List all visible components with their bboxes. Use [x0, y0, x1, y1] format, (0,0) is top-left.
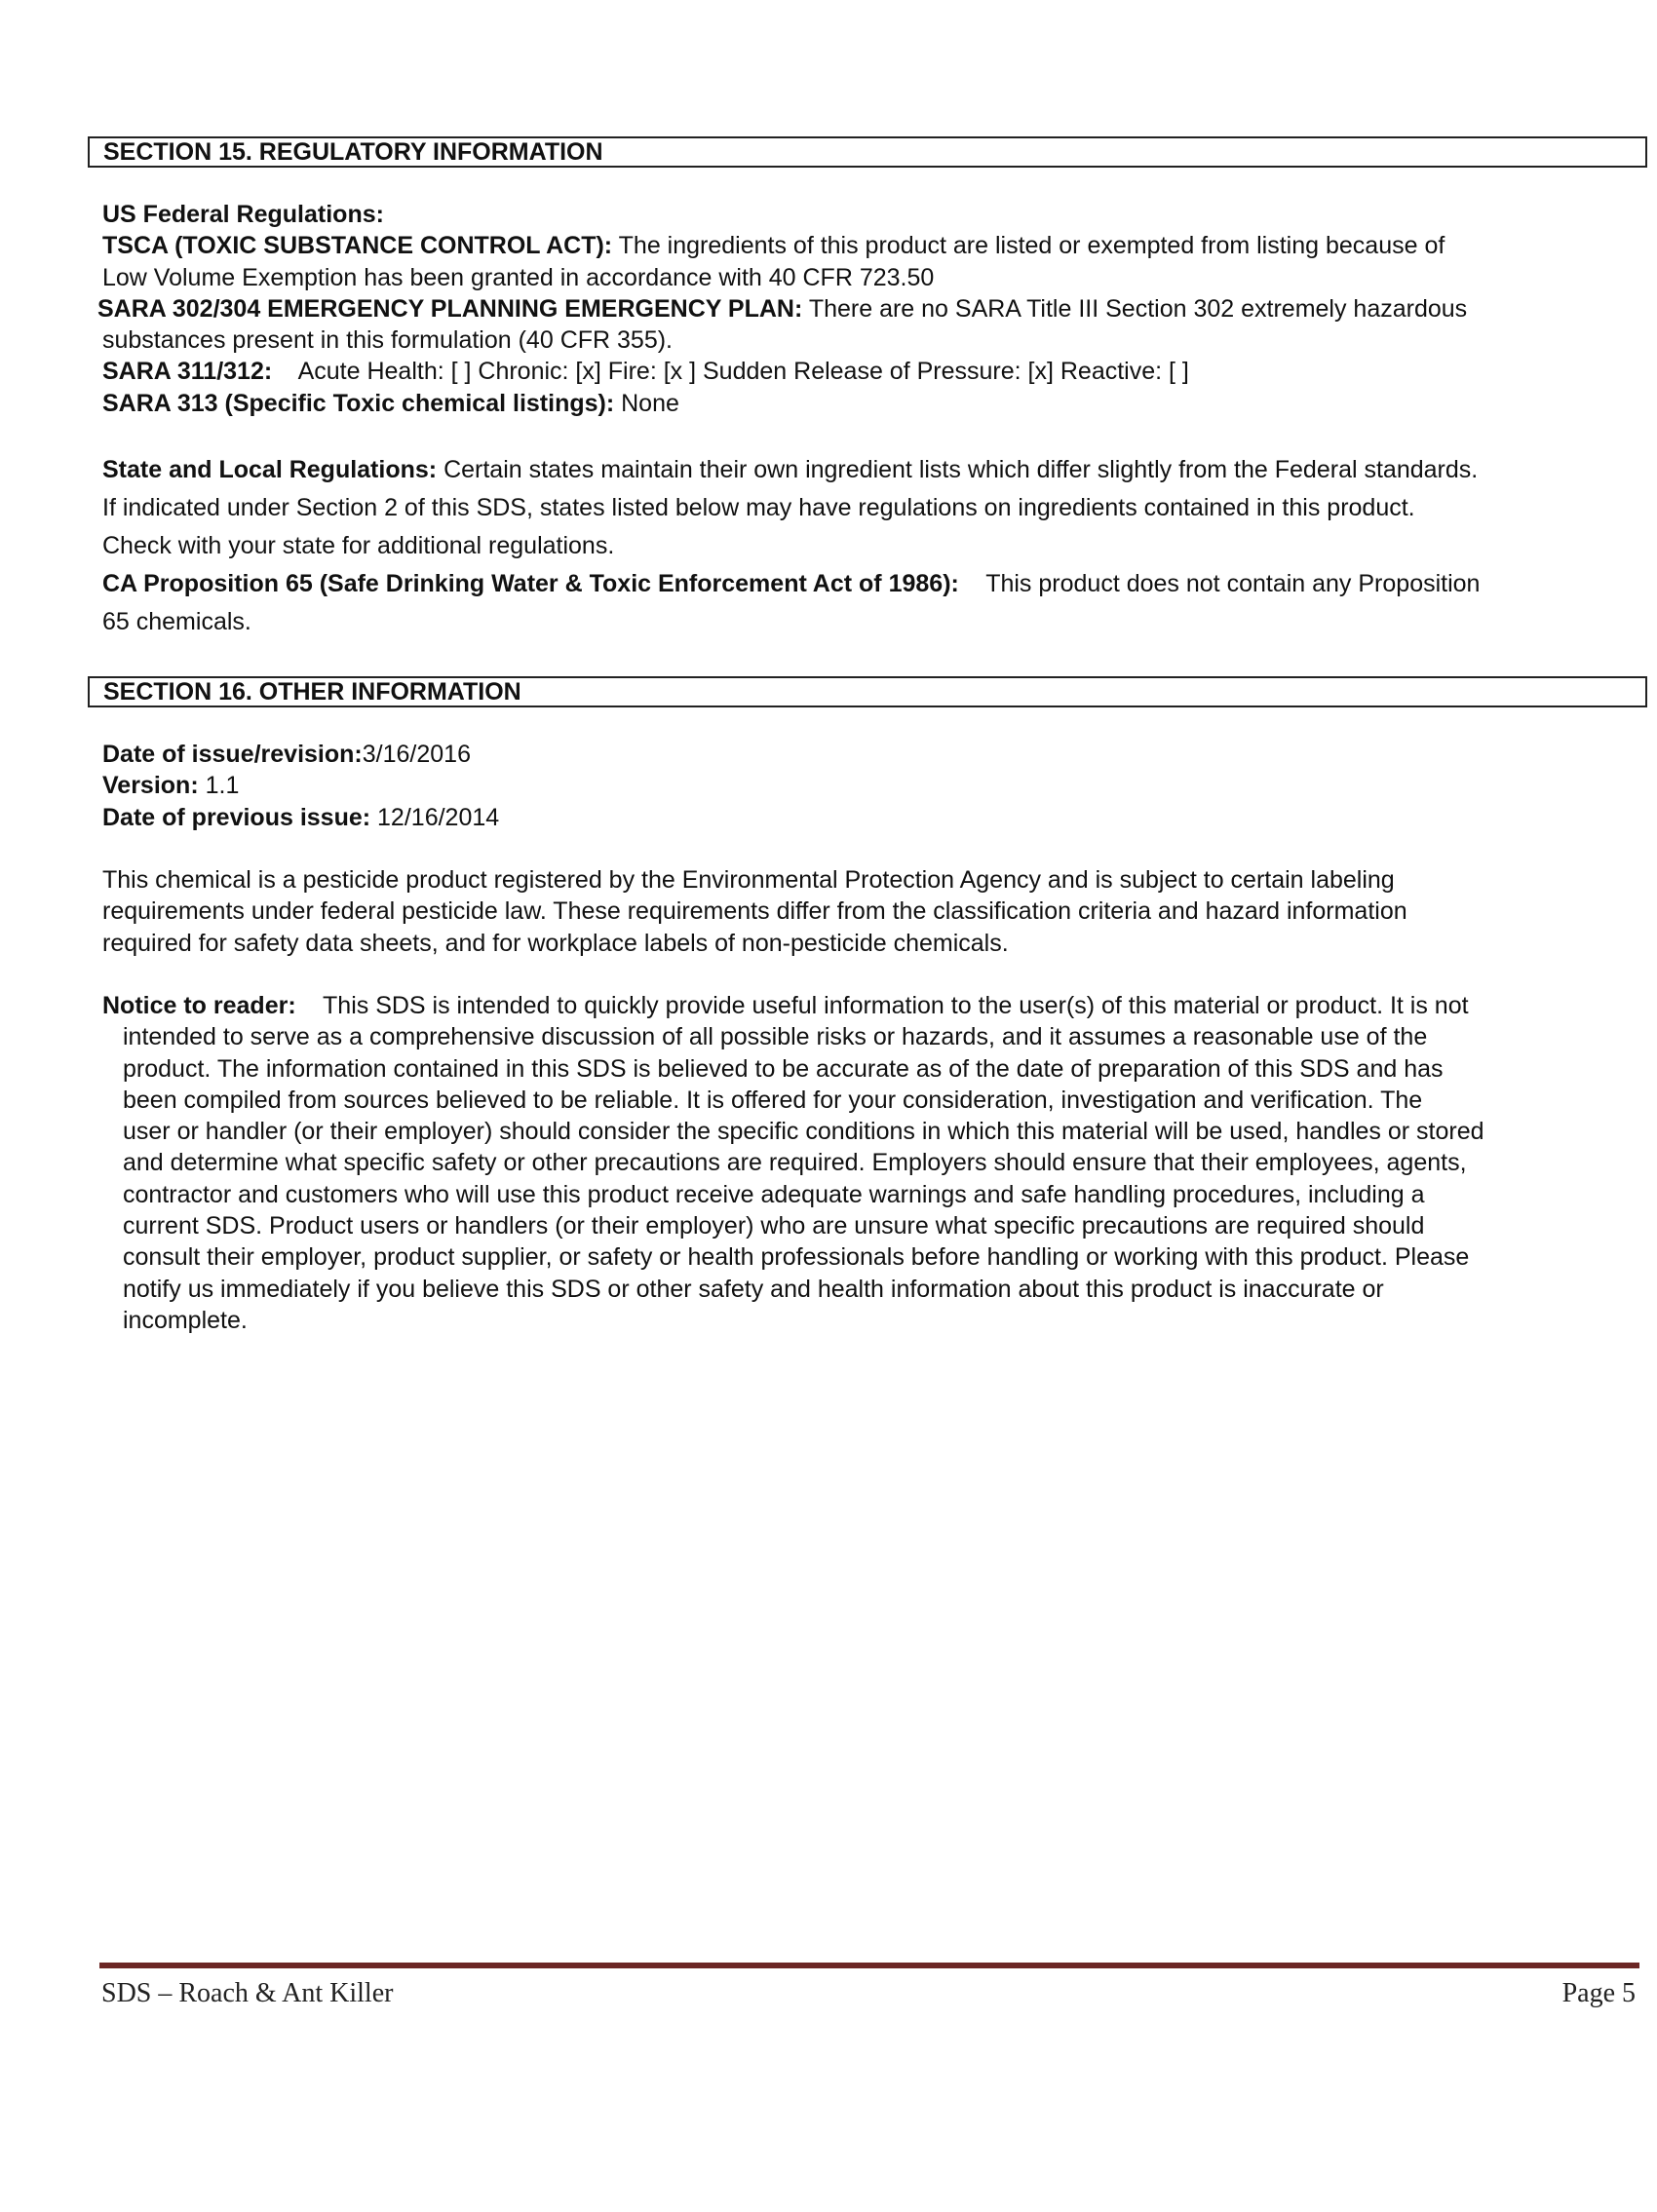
- pesticide-statement: [102, 864, 1642, 959]
- date-issue-value: 3/16/2016: [362, 741, 471, 768]
- state-label: State and Local Regulations:: [102, 456, 438, 483]
- pesticide-line: This chemical is a pesticide product registered by the Environmental Protection Agency and is subject to certain labeling: [102, 866, 1395, 894]
- federal-regulations: [97, 199, 1642, 419]
- prop65-text: This product does not contain any Proposition: [985, 570, 1481, 597]
- footer-divider: [99, 1963, 1639, 1970]
- sara313-label: SARA 313 (Specific Toxic chemical listings):: [102, 389, 615, 417]
- state-text: Certain states maintain their own ingredient lists which differ slightly from the Federal standards.: [443, 456, 1479, 483]
- section-16-header: SECTION 16. OTHER INFORMATION: [88, 676, 1647, 707]
- version-value: 1.1: [205, 772, 240, 800]
- notice-line: user or handler (or their employer) should consider the specific conditions in which this material will be used, handles or stored: [123, 1118, 1484, 1146]
- notice-line: product. The information contained in this SDS is believed to be accurate as of the date of preparation of this SDS and has: [123, 1054, 1444, 1083]
- state-text-3: Check with your state for additional regulations.: [102, 532, 615, 559]
- state-text-2: If indicated under Section 2 of this SDS, states listed below may have regulations on ingredients contained in this product.: [102, 494, 1415, 521]
- notice-line: and determine what specific safety or other precautions are required. Employers should ensure that their employees, agents,: [123, 1149, 1467, 1177]
- notice-line: been compiled from sources believed to be reliable. It is offered for your consideration, investigation and verification. The: [123, 1086, 1423, 1114]
- notice-line: consult their employer, product supplier, or safety or health professionals before handling or working with this product. Please: [123, 1243, 1470, 1272]
- prev-issue-value: 12/16/2014: [377, 803, 500, 831]
- tsca-text: The ingredients of this product are listed or exempted from listing because of: [618, 232, 1445, 260]
- prop65-text-cont: 65 chemicals.: [102, 608, 251, 635]
- notice-line: current SDS. Product users or handlers (or their employer) who are unsure what specific precautions are required should: [123, 1212, 1425, 1240]
- sara302-label: SARA 302/304 EMERGENCY PLANNING EMERGENCY PLAN:: [97, 294, 803, 323]
- notice-text: This SDS is intended to quickly provide useful information to the user(s) of this material or product. It is not: [323, 992, 1469, 1019]
- pesticide-line: requirements under federal pesticide law. These requirements differ from the classification criteria and hazard information: [102, 897, 1407, 926]
- notice-to-reader: [102, 990, 1642, 1336]
- notice-line: incomplete.: [123, 1306, 248, 1334]
- notice-line: notify us immediately if you believe this SDS or other safety and health information about this product is inaccurate or: [123, 1275, 1384, 1303]
- sara302-text: There are no SARA Title III Section 302 extremely hazardous: [808, 294, 1468, 323]
- section-15-header: SECTION 15. REGULATORY INFORMATION: [88, 136, 1647, 168]
- sara313-text: None: [621, 389, 679, 417]
- tsca-text-cont: Low Volume Exemption has been granted in accordance with 40 CFR 723.50: [102, 263, 935, 291]
- prev-issue-label: Date of previous issue:: [102, 803, 371, 831]
- footer-document-title: SDS – Roach & Ant Killer: [101, 1978, 394, 2008]
- us-federal-label: US Federal Regulations:: [102, 201, 384, 228]
- notice-label: Notice to reader:: [102, 992, 296, 1019]
- pesticide-line: required for safety data sheets, and for workplace labels of non-pesticide chemicals.: [102, 929, 1009, 957]
- version-label: Version:: [102, 772, 199, 800]
- footer-page-number: Page 5: [1561, 1978, 1636, 2008]
- state-local-regulations: [102, 451, 1642, 641]
- date-issue-label: Date of issue/revision:: [102, 741, 363, 768]
- notice-line: intended to serve as a comprehensive discussion of all possible risks or hazards, and it assumes a reasonable use of the: [123, 1023, 1428, 1051]
- sara311-label: SARA 311/312:: [102, 358, 273, 386]
- sara302-text-cont: substances present in this formulation (40 CFR 355).: [102, 326, 673, 355]
- notice-line: contractor and customers who will use this product receive adequate warnings and safe handling procedures, including a: [123, 1180, 1425, 1208]
- issue-info: [102, 739, 1642, 833]
- sara311-text: Acute Health: [ ] Chronic: [x] Fire: [x ] Sudden Release of Pressure: [x] Reactive: [ ]: [297, 358, 1189, 386]
- prop65-label: CA Proposition 65 (Safe Drinking Water & Toxic Enforcement Act of 1986):: [102, 570, 959, 597]
- tsca-label: TSCA (TOXIC SUBSTANCE CONTROL ACT):: [102, 232, 613, 260]
